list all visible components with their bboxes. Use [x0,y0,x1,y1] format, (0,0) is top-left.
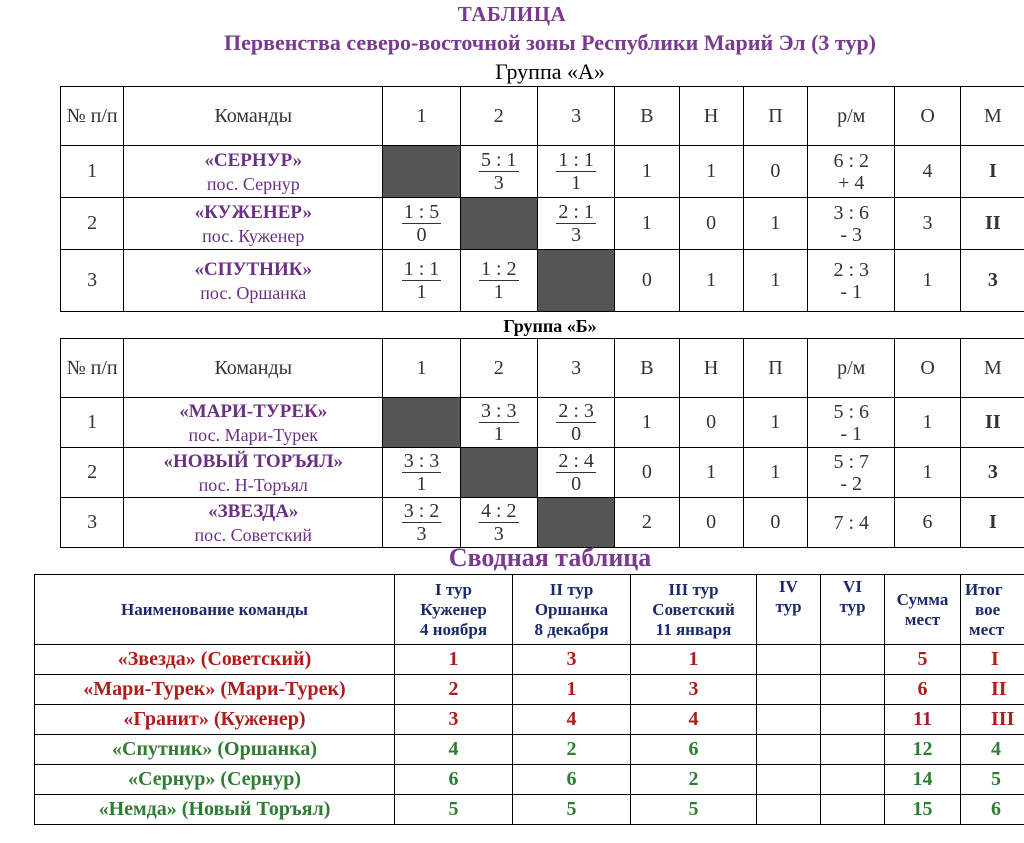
header-num: № п/п [61,339,124,398]
summary-header-tour-2: II тур Оршанка 8 декабря [513,575,631,645]
points: 1 [895,448,960,498]
team-cell [124,198,383,250]
summary-sum: 11 [885,705,961,735]
team-row [61,498,1024,548]
goals: 3 : 6 [833,201,869,224]
team-row [61,146,1024,198]
summary-team: «Спутник» (Оршанка) [35,735,395,765]
goals: 5 : 7 [833,450,869,473]
points: 1 [895,398,960,448]
match-score: 1 : 2 [481,258,517,280]
match-points: 3 [416,523,427,545]
page-title: ТАБЛИЦА [457,2,567,26]
wins: 0 [615,448,679,498]
page-subtitle: Первенства северо-восточной зоны Республики Марий Эл (3 тур) [223,30,877,55]
team-location: пос. Советский [194,524,313,545]
team-row [61,398,1024,448]
summary-t1: 5 [395,795,513,825]
match-points: 1 [571,172,582,194]
summary-t2: 4 [513,705,631,735]
match-result [460,146,537,198]
goals: 2 : 3 [833,258,869,281]
match-score: 3 : 3 [481,400,517,422]
summary-team: «Мари-Турек» (Мари-Турек) [35,675,395,705]
self-match-cell [537,498,614,548]
summary-t3: 6 [631,735,757,765]
team-cell [124,146,383,198]
header-teams: Команды [124,87,383,146]
summary-t6 [821,735,885,765]
header-col-3: 3 [537,339,614,398]
match-result [383,498,460,548]
group-a-table [60,86,1024,312]
summary-t3: 5 [631,795,757,825]
goal-difference: + 4 [838,171,865,194]
team-name: «СЕРНУР» [204,149,303,171]
wins: 1 [615,146,679,198]
summary-t4 [757,645,821,675]
goal-difference: - 2 [840,472,863,495]
summary-t1: 3 [395,705,513,735]
summary-row [35,645,1024,675]
match-score: 2 : 3 [558,400,594,422]
points: 6 [895,498,960,548]
draws: 1 [679,448,743,498]
losses: 0 [743,146,807,198]
goal-diff [808,448,895,498]
summary-header-tour-1: I тур Куженер 4 ноября [395,575,513,645]
place: II [960,198,1024,250]
summary-t2: 3 [513,645,631,675]
goal-diff [808,198,895,250]
summary-t4 [757,675,821,705]
summary-header-tour-3: III тур Советский 11 января [631,575,757,645]
summary-row [35,765,1024,795]
header-draws: Н [679,339,743,398]
summary-t6 [821,765,885,795]
group-b-header-row [61,339,1024,398]
self-match-cell [460,448,537,498]
match-result [537,448,614,498]
summary-team: «Гранит» (Куженер) [35,705,395,735]
wins: 1 [615,198,679,250]
team-location: пос. Н-Торъял [198,474,308,495]
goals: 6 : 2 [833,149,869,172]
summary-sum: 12 [885,735,961,765]
summary-sum: 14 [885,765,961,795]
team-cell [124,398,383,448]
team-row [61,448,1024,498]
points: 4 [895,146,960,198]
summary-row [35,675,1024,705]
goal-difference: - 1 [840,280,863,303]
points: 3 [895,198,960,250]
match-points: 0 [571,423,582,445]
summary-t2: 6 [513,765,631,795]
team-name: «НОВЫЙ ТОРЪЯЛ» [163,450,344,472]
match-result [537,398,614,448]
header-teams: Команды [124,339,383,398]
summary-title: Сводная таблица [448,543,652,572]
header-wins: В [615,339,679,398]
row-num: 2 [61,448,124,498]
match-points: 0 [416,224,427,246]
header-col-1: 1 [383,87,460,146]
summary-row [35,705,1024,735]
match-score: 4 : 2 [481,500,517,522]
match-score: 5 : 1 [481,149,517,171]
team-row [61,250,1024,312]
summary-t6 [821,795,885,825]
match-score: 3 : 3 [403,450,440,472]
summary-header-tour-6: VI тур [821,575,885,645]
group-b-table [60,338,1024,548]
wins: 2 [615,498,679,548]
summary-sum: 6 [885,675,961,705]
summary-final-place: 5 [961,765,1024,795]
match-result [537,146,614,198]
goals: 5 : 6 [833,400,869,423]
header-col-1: 1 [383,339,460,398]
header-num: № п/п [61,87,124,146]
summary-t4 [757,765,821,795]
draws: 0 [679,498,743,548]
match-points: 1 [416,281,427,303]
place: I [960,498,1024,548]
summary-team: «Звезда» (Советский) [35,645,395,675]
summary-header-name: Наименование команды [35,575,395,645]
losses: 1 [743,398,807,448]
losses: 1 [743,250,807,312]
team-location: пос. Оршанка [200,282,307,303]
match-result [383,198,460,250]
match-result [460,498,537,548]
summary-row [35,735,1024,765]
group-a-label: Группа «А» [495,59,605,84]
goal-diff [808,146,895,198]
place: 3 [960,448,1024,498]
match-points: 1 [416,473,427,495]
draws: 0 [679,198,743,250]
place: I [960,146,1024,198]
summary-t1: 6 [395,765,513,795]
header-draws: Н [679,87,743,146]
place: 3 [960,250,1024,312]
match-score: 2 : 4 [558,450,594,472]
match-score: 2 : 1 [558,201,594,223]
losses: 0 [743,498,807,548]
team-name: «КУЖЕНЕР» [194,201,312,223]
header-points: О [895,339,960,398]
match-points: 3 [493,172,504,194]
summary-t4 [757,795,821,825]
self-match-cell [383,398,460,448]
team-name: «СПУТНИК» [194,258,312,280]
summary-t6 [821,705,885,735]
row-num: 1 [61,398,124,448]
match-result [537,198,614,250]
wins: 0 [615,250,679,312]
match-points: 0 [571,473,582,495]
row-num: 1 [61,146,124,198]
goals: 7 : 4 [833,511,869,534]
summary-header-sum: Сумма мест [885,575,961,645]
summary-final-place: 6 [961,795,1024,825]
summary-t6 [821,645,885,675]
match-score: 3 : 2 [403,500,440,522]
team-location: пос. Куженер [202,225,305,246]
header-goals: р/м [808,339,895,398]
draws: 0 [679,398,743,448]
goal-difference: - 3 [840,223,863,246]
group-a-header-row [61,87,1024,146]
summary-final-place: II [961,675,1024,705]
team-location: пос. Мари-Турек [188,424,319,445]
team-cell [124,250,383,312]
header-goals: р/м [808,87,895,146]
summary-t2: 2 [513,735,631,765]
match-points: 1 [493,423,504,445]
summary-final-place: I [961,645,1024,675]
row-num: 2 [61,198,124,250]
team-location: пос. Сернур [206,173,300,194]
match-score: 1 : 1 [403,258,440,280]
match-result [460,398,537,448]
summary-sum: 15 [885,795,961,825]
summary-t3: 4 [631,705,757,735]
header-losses: П [743,87,807,146]
summary-team: «Немда» (Новый Торъял) [35,795,395,825]
team-name: «ЗВЕЗДА» [208,500,299,522]
header-place: М [960,87,1024,146]
self-match-cell [537,250,614,312]
summary-sum: 5 [885,645,961,675]
row-num: 3 [61,498,124,548]
team-cell [124,498,383,548]
match-score: 1 : 1 [558,149,594,171]
summary-t2: 5 [513,795,631,825]
summary-t3: 3 [631,675,757,705]
summary-t1: 2 [395,675,513,705]
summary-team: «Сернур» (Сернур) [35,765,395,795]
self-match-cell [383,146,460,198]
header-losses: П [743,339,807,398]
match-points: 3 [493,523,504,545]
goal-difference: - 1 [840,422,863,445]
summary-t3: 2 [631,765,757,795]
summary-header-row [35,575,1024,645]
team-name: «МАРИ-ТУРЕК» [179,400,328,422]
summary-final-place: III [961,705,1024,735]
match-result [383,448,460,498]
header-col-2: 2 [460,87,537,146]
summary-t1: 1 [395,645,513,675]
summary-t2: 1 [513,675,631,705]
summary-t4 [757,735,821,765]
summary-t3: 1 [631,645,757,675]
group-b-label: Группа «Б» [503,316,597,336]
draws: 1 [679,250,743,312]
match-points: 3 [571,224,582,246]
losses: 1 [743,198,807,250]
summary-final-place: 4 [961,735,1024,765]
goal-diff [808,250,895,312]
header-col-2: 2 [460,339,537,398]
summary-row [35,795,1024,825]
goal-diff [808,398,895,448]
summary-header-final: Итог вое мест [961,575,1024,645]
summary-t1: 4 [395,735,513,765]
self-match-cell [460,198,537,250]
losses: 1 [743,448,807,498]
summary-header-tour-4: IV тур [757,575,821,645]
match-result [460,250,537,312]
wins: 1 [615,398,679,448]
header-col-3: 3 [537,87,614,146]
row-num: 3 [61,250,124,312]
match-score: 1 : 5 [403,201,440,223]
summary-t4 [757,705,821,735]
team-row [61,198,1024,250]
match-points: 1 [493,281,504,303]
header-place: М [960,339,1024,398]
summary-table [34,574,1024,825]
place: II [960,398,1024,448]
team-cell [124,448,383,498]
match-result [383,250,460,312]
header-wins: В [615,87,679,146]
goal-diff [808,498,895,548]
header-points: О [895,87,960,146]
points: 1 [895,250,960,312]
draws: 1 [679,146,743,198]
summary-t6 [821,675,885,705]
